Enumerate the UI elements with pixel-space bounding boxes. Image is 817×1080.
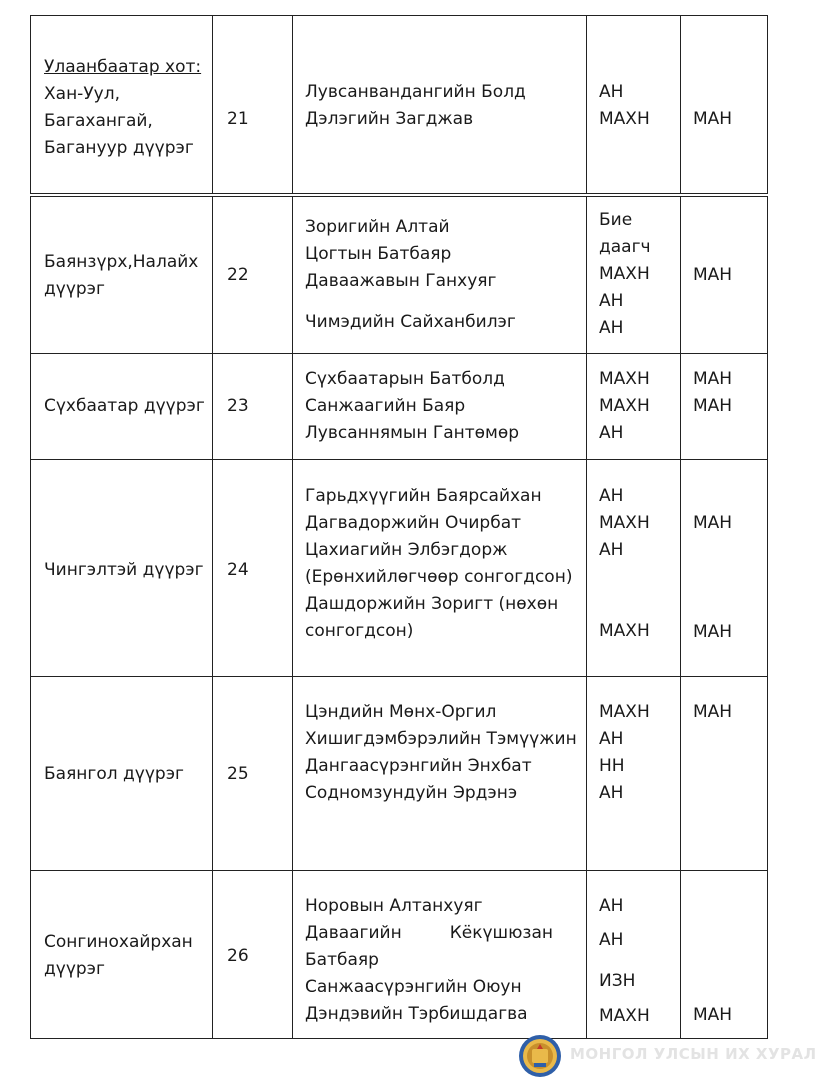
table-row xyxy=(30,15,768,194)
party-cell: АН МАХН xyxy=(599,82,650,129)
names-cell: Лувсанвандангийн Болд Дэлэгийн Загджав xyxy=(305,82,526,129)
party-cell: МАХН АН НН АН xyxy=(599,702,650,803)
district-cell: Сүхбаатар дүүрэг xyxy=(44,396,205,416)
district-cell: Улаанбаатар хот: Хан-Уул, Багахангай, Багануур дүүрэг xyxy=(44,54,201,162)
table-row xyxy=(30,677,768,871)
district-number: 24 xyxy=(227,560,249,580)
district-number: 23 xyxy=(227,396,249,416)
district-number: 26 xyxy=(227,946,249,966)
result-cell: МАН МАН xyxy=(693,513,733,642)
table-row xyxy=(30,196,768,354)
district-cell: Баянгол дүүрэг xyxy=(44,764,184,784)
party-cell: АН АН ИЗН МАХН xyxy=(599,896,650,1026)
party-cell: Бие даагч МАХН АН АН xyxy=(599,210,651,338)
names-cell: Норовын Алтанхуяг Даваагийн Кёкүшюзан Батбаяр Санжаасүрэнгийн Оюун Дэндэвийн Тэрбишдагва xyxy=(305,896,553,1024)
district-number: 22 xyxy=(227,265,249,285)
footer-watermark-text: МОНГОЛ УЛСЫН ИХ ХУРАЛ xyxy=(570,1045,817,1063)
result-cell: МАН МАН xyxy=(693,369,733,416)
result-cell: МАН xyxy=(693,1005,733,1025)
district-cell: Чингэлтэй дүүрэг xyxy=(44,560,204,580)
district-number: 25 xyxy=(227,764,249,784)
party-cell: МАХН МАХН АН xyxy=(599,369,650,443)
table-row xyxy=(30,354,768,460)
city-label: Улаанбаатар хот: xyxy=(44,57,202,77)
result-cell: МАН xyxy=(693,265,733,285)
result-cell: МАН xyxy=(693,109,733,129)
district-cell: Баянзүрх,Налайх дүүрэг xyxy=(44,252,199,299)
district-number: 21 xyxy=(227,109,249,129)
result-cell: МАН xyxy=(693,702,733,722)
table-row xyxy=(30,460,768,677)
district-cell: Сонгинохайрхан дүүрэг xyxy=(44,932,193,979)
names-cell: Цэндийн Мөнх-Оргил Хишигдэмбэрэлийн Тэмүүжин Дангаасүрэнгийн Энхбат Содномзундуйн Эрдэнэ xyxy=(305,702,577,803)
names-cell: Гарьдхүүгийн Баярсайхан Дагвадоржийн Очирбат Цахиагийн Элбэгдорж (Ерөнхийлөгчөөр сонгогдсон) Дашдоржийн Зоригт (нөхөн сонгогдсон) xyxy=(305,486,573,641)
table-row xyxy=(30,871,768,1039)
names-cell: Сүхбаатарын Батболд Санжаагийн Баяр Лувсаннямын Гантөмөр xyxy=(305,369,520,443)
state-great-khural-emblem-icon xyxy=(518,1034,562,1078)
names-cell: Зоригийн Алтай Цогтын Батбаяр Даваажавын Ганхуяг Чимэдийн Сайханбилэг xyxy=(305,217,516,332)
party-cell: АН МАХН АН МАХН xyxy=(599,486,650,641)
